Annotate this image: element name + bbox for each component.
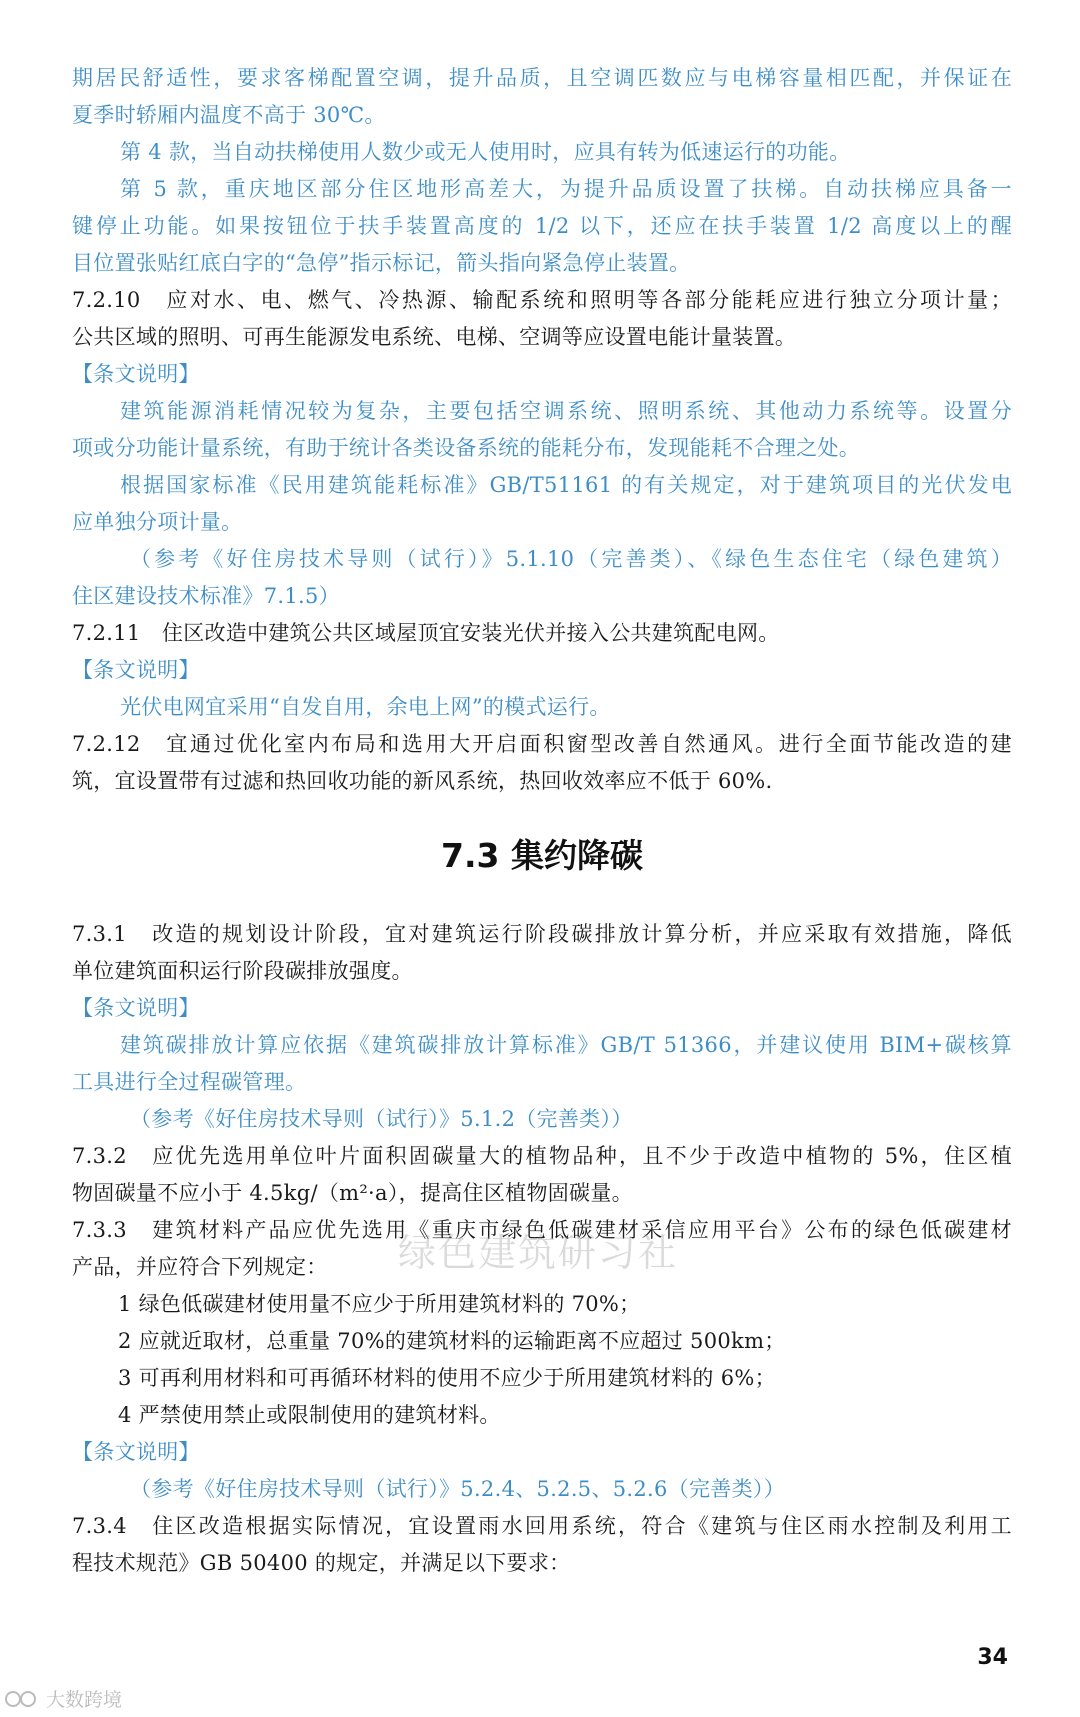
text-line: 7.3.3 建筑材料产品应优先选用《重庆市绿色低碳建材采信应用平台》公布的绿色低碳建材: [72, 1218, 1012, 1242]
text-line: 单位建筑面积运行阶段碳排放强度。: [72, 959, 413, 983]
explanation-label: 【条文说明】: [72, 1440, 200, 1464]
text-line: 工具进行全过程碳管理。: [72, 1070, 307, 1094]
text-line: （参考《好住房技术导则（试行）》5.1.10（完善类）、《绿色生态住宅（绿色建筑）: [130, 547, 1012, 571]
section-heading: 7.3 集约降碳: [441, 836, 643, 875]
text-line: 7.3.4 住区改造根据实际情况，宜设置雨水回用系统，符合《建筑与住区雨水控制及利用工: [72, 1514, 1012, 1538]
text-line: 建筑能源消耗情况较为复杂，主要包括空调系统、照明系统、其他动力系统等。设置分: [120, 399, 1012, 423]
explanation-label: 【条文说明】: [72, 362, 200, 386]
list-item: 2 应就近取材，总重量 70%的建筑材料的运输距离不应超过 500km；: [118, 1329, 786, 1353]
text-line: 程技术规范》GB 50400 的规定，并满足以下要求：: [72, 1551, 571, 1575]
explanation-label: 【条文说明】: [72, 996, 200, 1020]
footer-logo: [4, 1685, 122, 1712]
page-number: 34: [977, 1645, 1008, 1670]
list-item: 3 可再利用材料和可再循环材料的使用不应少于所用建筑材料的 6%；: [118, 1366, 776, 1390]
text-line: 7.3.2 应优先选用单位叶片面积固碳量大的植物品种，且不少于改造中植物的 5%，住区植: [72, 1144, 1012, 1168]
text-line: 筑，宜设置带有过滤和热回收功能的新风系统，热回收效率应不低于 60%.: [72, 769, 773, 793]
text-line: （参考《好住房技术导则（试行）》5.2.4、5.2.5、5.2.6（完善类））: [130, 1477, 785, 1501]
list-item: 1 绿色低碳建材使用量不应少于所用建筑材料的 70%；: [118, 1292, 641, 1316]
logo-icon: [4, 1688, 40, 1710]
text-line: 目位置张贴红底白字的“急停”指示标记，箭头指向紧急停止装置。: [72, 251, 691, 275]
text-line: 7.2.10 应对水、电、燃气、冷热源、输配系统和照明等各部分能耗应进行独立分项计量；: [72, 288, 1012, 312]
text-line: 公共区域的照明、可再生能源发电系统、电梯、空调等应设置电能计量装置。: [72, 325, 797, 349]
text-line: 光伏电网宜采用“自发自用，余电上网”的模式运行。: [120, 695, 611, 719]
document-page: [72, 60, 1012, 1582]
text-line: 物固碳量不应小于 4.5kg/（m²·a），提高住区植物固碳量。: [72, 1181, 633, 1205]
explanation-label: 【条文说明】: [72, 658, 200, 682]
text-line: 夏季时轿厢内温度不高于 30℃。: [72, 103, 386, 127]
text-line: 建筑碳排放计算应依据《建筑碳排放计算标准》GB/T 51366，并建议使用 BIM+碳核算: [120, 1033, 1012, 1057]
text-line: 项或分功能计量系统，有助于统计各类设备系统的能耗分布，发现能耗不合理之处。: [72, 436, 861, 460]
text-line: 键停止功能。如果按钮位于扶手装置高度的 1/2 以下，还应在扶手装置 1/2 高度以上的醒: [72, 214, 1012, 238]
text-line: 7.2.11 住区改造中建筑公共区域屋顶宜安装光伏并接入公共建筑配电网。: [72, 621, 780, 645]
text-line: 住区建设技术标准》7.1.5）: [72, 584, 340, 608]
text-line: 7.2.12 宜通过优化室内布局和选用大开启面积窗型改善自然通风。进行全面节能改造的建: [72, 732, 1012, 756]
section-7-3: [72, 916, 1012, 1582]
text-line: 期居民舒适性，要求客梯配置空调，提升品质，且空调匹数应与电梯容量相匹配，并保证在: [72, 66, 1012, 90]
list-item: 4 严禁使用禁止或限制使用的建筑材料。: [118, 1403, 501, 1427]
text-line: 根据国家标准《民用建筑能耗标准》GB/T51161 的有关规定，对于建筑项目的光伏发电: [120, 473, 1012, 497]
text-line: 7.3.1 改造的规划设计阶段，宜对建筑运行阶段碳排放计算分析，并应采取有效措施，降低: [72, 922, 1012, 946]
footer-logo-text: 大数跨境: [46, 1689, 123, 1711]
text-line: 产品，并应符合下列规定：: [72, 1255, 328, 1279]
text-line: （参考《好住房技术导则（试行）》5.1.2（完善类））: [130, 1107, 633, 1131]
section-7-2-continued: [72, 60, 1012, 800]
text-line: 应单独分项计量。: [72, 510, 243, 534]
text-line: 第 4 款，当自动扶梯使用人数少或无人使用时，应具有转为低速运行的功能。: [120, 140, 851, 164]
text-line: 第 5 款，重庆地区部分住区地形高差大，为提升品质设置了扶梯。自动扶梯应具备一: [120, 177, 1012, 201]
watermark-text: 绿色建筑研习社: [398, 1231, 679, 1275]
